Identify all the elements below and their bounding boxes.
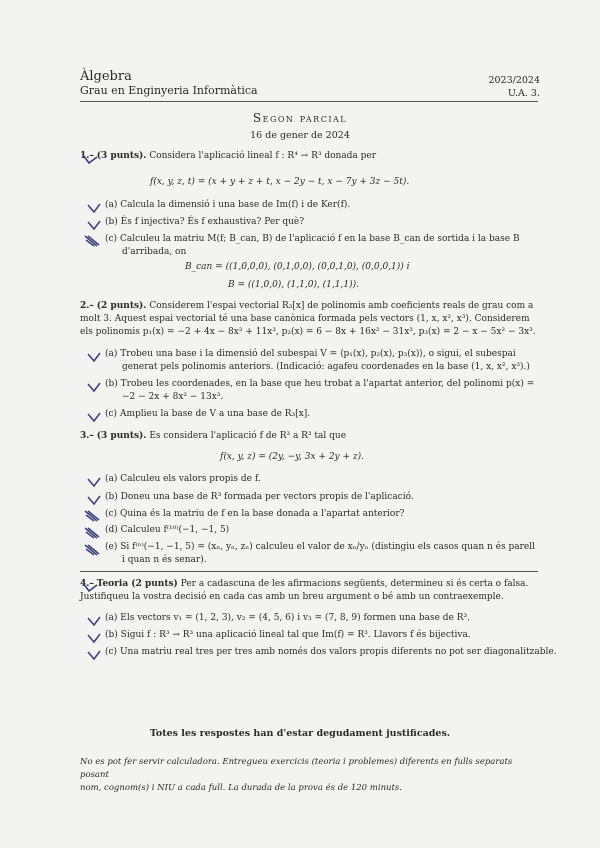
exam-title: Segon parcial (252, 111, 348, 125)
pen-check-icon (86, 378, 102, 390)
footer-note-line1: No es pot fer servir calculadora. Entregueu exercicis (teoria i problemes) diferents en fulls separats posant (80, 757, 513, 780)
pen-check-icon (86, 473, 102, 485)
q2-part-a: (a) Trobeu una base i la dimensió del subespai V = ⟨p₁(x), p₂(x), p₃(x)⟩, o sigui, el subespai (105, 349, 516, 359)
q2-part-a-cont: generat pels polinomis anteriors. (Indicació: agafeu coordenades en la base (1, x, x², x³).) (122, 362, 530, 372)
q1-basis-b: B = ((1,0,0), (1,1,0), (1,1,1)). (228, 280, 359, 290)
q1-intro: 1.– (3 punts). Considera l'aplicació lineal f : R⁴ → R³ donada per (80, 151, 377, 161)
pen-check-icon (82, 578, 98, 590)
footer-instruction: Totes les respostes han d'estar degudament justificades. (149, 728, 451, 739)
q4-part-b: (b) Sigui f : R³ → R³ una aplicació lineal tal que Im(f) = R³. Llavors f és bijectiva. (105, 630, 471, 640)
q2-part-b-cont: −2 − 2x + 8x² − 13x³. (122, 392, 224, 402)
q3-part-a: (a) Calculeu els valors propis de f. (105, 474, 261, 484)
q3-part-c: (c) Quina és la matriu de f en la base donada a l'apartat anterior? (105, 509, 405, 519)
unit-label: U.A. 3. (507, 88, 540, 99)
pen-scribble-icon (84, 541, 100, 553)
q2-part-b: (b) Trobeu les coordenades, en la base que heu trobat a l'apartat anterior, del polinomi p(x) = (105, 379, 535, 389)
footer-notes (80, 756, 540, 795)
pen-scribble-icon (84, 524, 100, 536)
header-left (80, 70, 258, 98)
pen-check-icon (86, 199, 102, 211)
q3-formula: f(x, y, z) = (2y, −y, 3x + 2y + z). (220, 452, 365, 462)
q3-part-e-cont: i quan n és senar). (122, 555, 207, 565)
q1-part-c-cont: d'arribada, on (122, 247, 187, 257)
pen-check-icon (86, 612, 102, 624)
pen-check-icon (86, 491, 102, 503)
q4-line2: Justifiqueu la vostra decisió en cada cas amb un breu argument o bé amb un contraexemple. (80, 592, 504, 602)
q2-line1: 2.– (2 punts). Considerem l'espai vectorial R₃[x] de polinomis amb coeficients reals de grau com a (80, 301, 534, 311)
q4-line1: 4.– Teoria (2 punts) Per a cadascuna de les afirmacions següents, determineu si és certa o falsa. (80, 579, 529, 589)
exam-date: 16 de gener de 2024 (250, 130, 350, 141)
section-rule (80, 571, 538, 572)
pen-check-icon (82, 150, 98, 162)
pen-scribble-icon (84, 232, 100, 244)
course-name: Àlgebra (80, 69, 132, 84)
q1-part-c: (c) Calculeu la matriu M(f; B_can, B) de l'aplicació f en la base B_can de sortida i la base B (105, 234, 520, 244)
pen-check-icon (86, 408, 102, 420)
q2-part-c: (c) Amplieu la base de V a una base de R₃[x]. (105, 409, 311, 419)
q3-intro: 3.– (3 punts). Es considera l'aplicació f de R³ a R³ tal que (80, 431, 347, 441)
q4-part-a: (a) Els vectors v₁ = (1, 2, 3), v₂ = (4, 5, 6) i v₃ = (7, 8, 9) formen una base de R³. (105, 613, 470, 623)
q1-formula: f(x, y, z, t) = (x + y + z + t, x − 2y − t, x − 7y + 3z − 5t). (150, 177, 410, 187)
degree-name: Grau en Enginyeria Informàtica (80, 84, 258, 97)
q2-line3: els polinomis p₁(x) = −2 + 4x − 8x² + 11x³, p₂(x) = 6 − 8x + 16x² − 31x³, p₃(x) = 2 − x − 5x² − 3x³. (80, 327, 536, 337)
header-right (488, 74, 540, 100)
q2-line2: molt 3. Aquest espai vectorial té una base canònica formada pels vectors (1, x, x², x³). Considerem (80, 314, 530, 324)
pen-check-icon (86, 216, 102, 228)
pen-check-icon (86, 348, 102, 360)
q3-part-e: (e) Si f⁽ⁿ⁾(−1, −1, 5) = (xₙ, yₙ, zₙ) calculeu el valor de xₙ/yₙ (distingiu els casos quan n és parell (105, 542, 535, 552)
pen-scribble-icon (84, 507, 100, 519)
q1-basis-can: B_can = ((1,0,0,0), (0,1,0,0), (0,0,1,0), (0,0,0,1)) i (185, 262, 410, 272)
q3-part-b: (b) Doneu una base de R³ formada per vectors propis de l'aplicació. (105, 492, 414, 502)
pen-check-icon (86, 629, 102, 641)
q1-part-a: (a) Calcula la dimensió i una base de Im(f) i de Ker(f). (105, 200, 351, 210)
q4-part-c: (c) Una matriu real tres per tres amb només dos valors propis diferents no pot ser diagonalitzable. (105, 647, 557, 657)
q1-part-b: (b) És f injectiva? És f exhaustiva? Per què? (105, 217, 305, 227)
footer-note-line2: nom, cognom(s) i NIU a cada full. La durada de la prova és de 120 minuts. (80, 783, 402, 793)
academic-year: 2023/2024 (488, 75, 540, 86)
pen-check-icon (86, 646, 102, 658)
header-rule (80, 101, 538, 102)
q3-part-d: (d) Calculeu f⁽¹⁰⁾(−1, −1, 5) (105, 525, 230, 535)
